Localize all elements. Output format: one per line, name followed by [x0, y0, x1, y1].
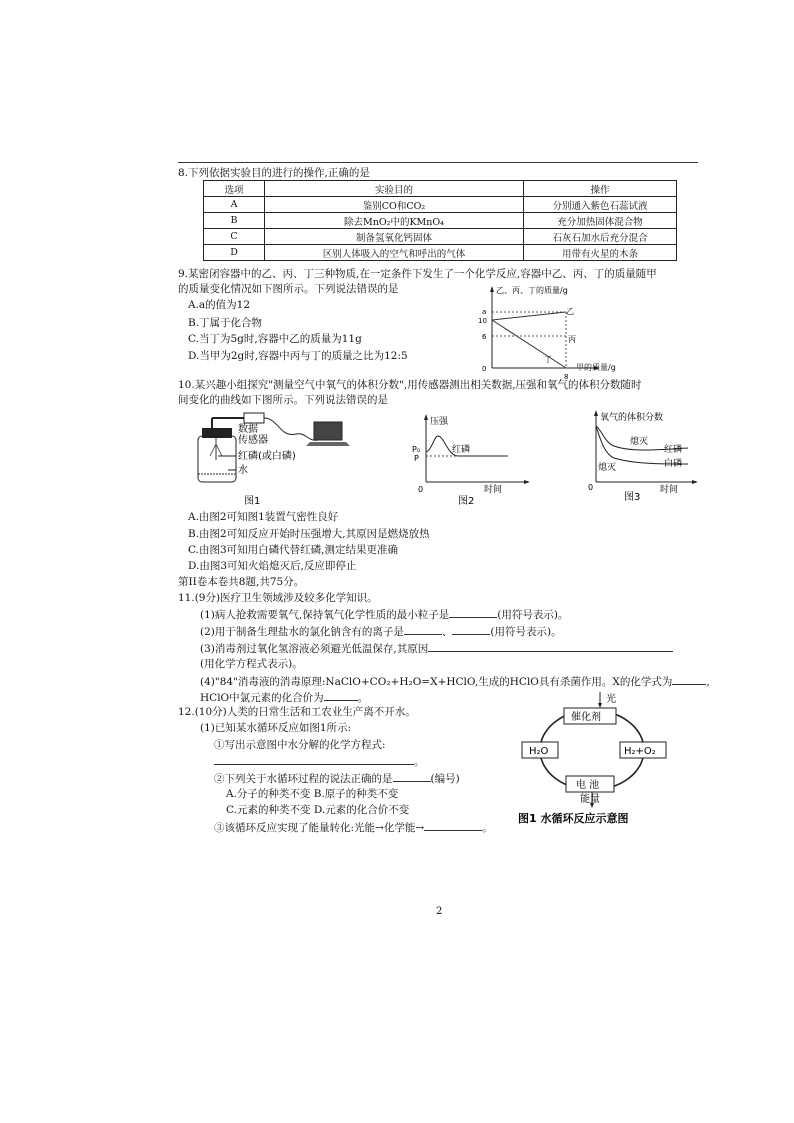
fig2-p0: P₀ — [412, 445, 421, 454]
table-cell: 用带有火星的木条 — [524, 245, 677, 261]
q12-water-cycle-diagram — [512, 690, 672, 826]
fig1-label-sensor: 传感器 — [238, 435, 268, 446]
table-row — [204, 245, 677, 261]
q10-option-c: C.由图3可知用白磷代替红磷,测定结果更准确 — [188, 544, 399, 556]
answer-blank[interactable] — [428, 641, 673, 652]
q12-l4-text: ②下列关于水循环过程的说法正确的是 — [214, 773, 393, 785]
table-cell: 石灰石加水后充分混合 — [524, 229, 677, 245]
table-cell: 分别通入紫色石蕊试液 — [524, 197, 677, 213]
fig2-ylabel: 压强 — [430, 417, 449, 427]
stopper — [202, 428, 232, 438]
table-cell: D — [204, 245, 265, 261]
label-bing: 丙 — [568, 335, 576, 344]
y-tick-6: 6 — [482, 333, 487, 341]
q11-line2 — [200, 624, 562, 639]
y-axis-label: 乙、丙、丁的质量/g — [496, 286, 568, 295]
q11-l1-tail: (用符号表示)。 — [497, 609, 569, 621]
q10-fig3 — [584, 408, 704, 508]
y-arrow — [424, 414, 428, 420]
q12-l7-text: ③该循环反应实现了能量转化:光能→化学能→ — [214, 822, 425, 834]
q11-line3 — [200, 641, 673, 656]
q10-stem-line1: 10.某兴趣小组探究"测量空气中氧气的体积分数",用传感器测出相关数据,压强和氧气的体积分数随时 — [178, 379, 642, 391]
q9-option-b: B.丁属于化合物 — [188, 317, 263, 329]
fig3-ylabel: 氧气的体积分数 — [600, 413, 664, 423]
page-number: 2 — [436, 906, 443, 917]
q10-option-d: D.由图3可知火焰熄灭后,反应即停止 — [188, 560, 357, 572]
q11-line4 — [200, 674, 710, 689]
q11-l2-mid: 、 — [441, 626, 453, 638]
q11-l4b-tail: 。 — [357, 692, 369, 704]
answer-blank[interactable] — [424, 820, 482, 831]
q12-line3 — [214, 754, 425, 769]
table-row — [204, 213, 677, 229]
q11-l2-text: (2)用于制备生理盐水的氯化钠含有的离子是 — [200, 626, 404, 638]
q12-l3-dot: 。 — [414, 756, 425, 768]
fig3-origin: 0 — [588, 483, 594, 492]
q12-line6: C.元素的种类不变 D.元素的化合价不变 — [226, 804, 410, 816]
table-header: 选项 — [204, 181, 265, 197]
table-header-row — [204, 181, 677, 197]
q10-option-b: B.由图2可知反应开始时压强增大,其原因是燃烧放热 — [188, 528, 430, 540]
q12-l7-tail: 。 — [482, 822, 493, 834]
q11-l2-tail: (用符号表示)。 — [490, 626, 562, 638]
table-cell: C — [204, 229, 265, 245]
catalyst-label: 催化剂 — [571, 712, 601, 723]
diagram-caption: 图1 水循环反应示意图 — [518, 812, 629, 825]
q12-line7 — [214, 820, 493, 835]
q10-fig1 — [188, 412, 368, 507]
answer-blank[interactable] — [452, 624, 490, 635]
battery-label: 电 池 — [576, 780, 600, 791]
q9-option-d: D.当甲为2g时,容器中丙与丁的质量之比为12:5 — [188, 350, 408, 362]
q9-option-a: A.a的值为12 — [188, 299, 251, 311]
cable — [264, 418, 318, 440]
x-arrow — [524, 480, 530, 484]
q11-l4-text: (4)"84"消毒液的消毒原理:NaClO+CO₂+H₂O=X+HClO,生成的HClO具有杀菌作用。X的化学式为 — [200, 676, 673, 688]
q10-fig2 — [408, 412, 538, 507]
q12-line4 — [214, 771, 460, 786]
fig2-curve-label: 红磷 — [452, 445, 471, 455]
fig1-label-phosphorus: 红磷(或白磷) — [238, 451, 296, 462]
table-cell: 除去MnO₂中的KMnO₄ — [265, 213, 524, 229]
energy-label: 能量 — [580, 794, 600, 805]
fig3-label-white: 白磷 — [664, 459, 683, 469]
fig1-label-data: 数据 — [238, 424, 258, 435]
q9-x-label: 甲的质量/g — [576, 363, 616, 372]
q12-stem: 12.(10分)人类的日常生活和工农业生产离不开水。 — [178, 706, 416, 718]
q9-option-c: C.当丁为5g时,容器中乙的质量为11g — [188, 333, 362, 345]
table-row — [204, 197, 677, 213]
fig3-xlabel: 时间 — [660, 485, 679, 495]
fig2-p: P — [414, 454, 419, 463]
answer-blank[interactable] — [449, 607, 497, 618]
q12-line1: (1)已知某水循环反应如图1所示: — [200, 722, 352, 734]
y-tick-a: a — [482, 308, 487, 316]
q9-stem-line2: 的质量变化情况如下图所示。下列说法错误的是 — [178, 283, 399, 295]
answer-blank[interactable] — [214, 754, 414, 765]
x-tick-8: 8 — [564, 373, 569, 381]
table-row — [204, 229, 677, 245]
laptop-base — [306, 442, 350, 446]
table-cell: 充分加热固体混合物 — [524, 213, 677, 229]
fig1-label-water: 水 — [238, 465, 248, 476]
water-label: H₂O — [529, 746, 549, 757]
fig3-label-extinct1: 熄灭 — [630, 437, 649, 447]
q11-line1 — [200, 607, 568, 622]
fig2-origin: 0 — [418, 485, 424, 494]
table-header: 实验目的 — [265, 181, 524, 197]
q10-option-a: A.由图2可知图1装置气密性良好 — [188, 511, 339, 523]
y-arrow — [594, 410, 598, 416]
answer-blank[interactable] — [393, 771, 431, 782]
q11-l3-text: (3)消毒剂过氧化氢溶液必须避光低温保存,其原因 — [200, 643, 429, 655]
fig3-caption: 图3 — [624, 492, 641, 503]
q10-stem-line2: 间变化的曲线如下图所示。下列说法错误的是 — [178, 394, 388, 406]
series-ding — [492, 320, 566, 368]
table-cell: 区别人体吸入的空气和呼出的气体 — [265, 245, 524, 261]
q9-chart — [478, 282, 628, 381]
q11-l4-tail: , — [706, 676, 710, 688]
q9-stem-line1: 9.某密闭容器中的乙、丙、丁三种物质,在一定条件下发生了一个化学反应,容器中乙、丙、丁的质量随甲 — [178, 268, 657, 280]
q11-stem: 11.(9分)医疗卫生领域涉及较多化学知识。 — [178, 592, 378, 604]
q12-line2: ①写出示意图中水分解的化学方程式: — [214, 739, 386, 751]
answer-blank[interactable] — [324, 690, 358, 701]
label-yi: 乙 — [566, 307, 574, 316]
fig2-xlabel: 时间 — [484, 485, 503, 495]
fig1-caption: 图1 — [244, 496, 261, 507]
q12-l4-tail: (编号) — [430, 773, 460, 785]
q8-table — [203, 180, 677, 261]
answer-blank[interactable] — [404, 624, 442, 635]
table-cell: 制备氢氧化钙固体 — [265, 229, 524, 245]
q11-line3b: (用化学方程式表示)。 — [200, 658, 303, 670]
table-cell: B — [204, 213, 265, 229]
y-tick-10: 10 — [478, 317, 487, 325]
q11-l1-text: (1)病人抢救需要氧气,保持氧气化学性质的最小粒子是 — [200, 609, 450, 621]
x-arrow — [692, 480, 698, 484]
part2-heading: 第II卷本卷共8题,共75分。 — [178, 576, 305, 588]
flask — [198, 436, 236, 482]
q8-stem: 8.下列依据实验目的进行的操作,正确的是 — [178, 167, 370, 179]
fig3-label-red: 红磷 — [664, 445, 683, 455]
answer-blank[interactable] — [672, 674, 706, 685]
q12-line5: A.分子的种类不变 B.原子的种类不变 — [226, 788, 399, 800]
fig2-caption: 图2 — [458, 496, 475, 507]
fig3-label-extinct2: 熄灭 — [598, 463, 617, 473]
products-label: H₂+O₂ — [624, 746, 656, 757]
series-yi — [492, 312, 566, 320]
table-cell: 鉴别CO和CO₂ — [265, 197, 524, 213]
table-cell: A — [204, 197, 265, 213]
y-arrow — [490, 286, 494, 292]
q11-line4b — [200, 690, 368, 705]
light-label: 光 — [606, 694, 616, 705]
header-rule — [178, 162, 698, 163]
laptop-screen — [314, 422, 342, 440]
y-tick-0: 0 — [482, 365, 487, 373]
q11-l4b-text: HClO中氯元素的化合价为 — [200, 692, 324, 704]
light-arrowhead — [598, 703, 602, 708]
label-ding: 丁 — [544, 355, 552, 364]
table-header: 操作 — [524, 181, 677, 197]
sensor-box — [244, 413, 264, 423]
